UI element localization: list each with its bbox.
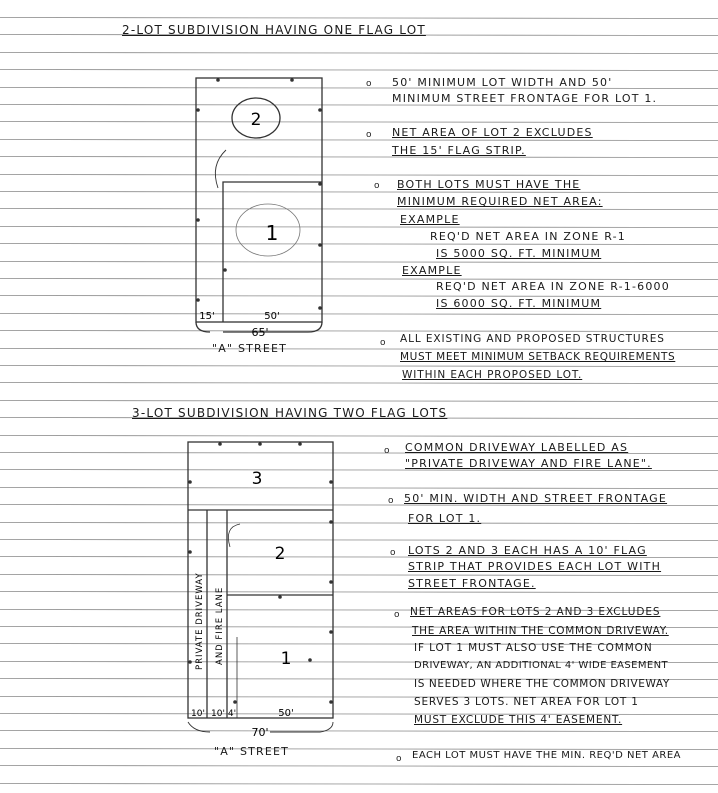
bullet: o xyxy=(390,548,396,558)
note3-line1: BOTH LOTS MUST HAVE THE xyxy=(397,178,581,191)
example1-line1: REQ'D NET AREA IN ZONE R-1 xyxy=(430,230,626,243)
driveway-label-left: PRIVATE DRIVEWAY xyxy=(195,572,205,670)
bullet: o xyxy=(374,181,380,191)
s2-note3-line1: LOTS 2 AND 3 EACH HAS A 10' FLAG xyxy=(408,544,647,557)
dim-lot-width: 50' xyxy=(264,311,280,322)
note2-line2: THE 15' FLAG STRIP. xyxy=(392,144,526,157)
s2-note2-line2: FOR LOT 1. xyxy=(408,512,482,525)
ruled-line xyxy=(0,366,718,367)
ruled-line xyxy=(0,157,718,158)
ruled-line xyxy=(0,209,718,210)
s2-note1-line2: "PRIVATE DRIVEWAY AND FIRE LANE". xyxy=(405,457,652,470)
ruled-line xyxy=(0,331,718,332)
dim-total-width: 70' xyxy=(251,726,269,739)
s2-note3-line2: STRIP THAT PROVIDES EACH LOT WITH xyxy=(408,560,662,573)
ruled-line xyxy=(0,766,718,767)
s2-note4-line1: NET AREAS FOR LOTS 2 AND 3 EXCLUDES xyxy=(410,606,661,618)
s2-note1-line1: COMMON DRIVEWAY LABELLED AS xyxy=(405,441,629,454)
example2-line1: REQ'D NET AREA IN ZONE R-1-6000 xyxy=(436,280,670,293)
section1-title: 2-LOT SUBDIVISION HAVING ONE FLAG LOT xyxy=(122,23,426,37)
ruled-line xyxy=(0,175,718,176)
ruled-line xyxy=(0,18,718,19)
ruled-line xyxy=(0,383,718,384)
three-lot-diagram xyxy=(180,432,345,747)
ruled-line xyxy=(0,436,718,437)
ruled-line xyxy=(0,140,718,141)
ruled-line xyxy=(0,540,718,541)
ruled-line xyxy=(0,575,718,576)
bullet: o xyxy=(384,446,390,456)
ruled-line xyxy=(0,349,718,350)
ruled-line xyxy=(0,227,718,228)
ruled-line xyxy=(0,401,718,402)
note1-line1: 50' MINIMUM LOT WIDTH AND 50' xyxy=(392,76,613,89)
s2-note4-line2: THE AREA WITHIN THE COMMON DRIVEWAY. xyxy=(412,625,669,637)
street-label-2: "A" STREET xyxy=(214,745,290,758)
lot3-label: 3 xyxy=(251,469,263,489)
bullet: o xyxy=(380,338,386,348)
s2-note4-line7: MUST EXCLUDE THIS 4' EASEMENT. xyxy=(414,714,623,726)
dim-total-width: 65' xyxy=(251,326,269,339)
dim-easement: 4' xyxy=(227,709,237,719)
ruled-line xyxy=(0,122,718,123)
example2-label: EXAMPLE xyxy=(402,264,462,277)
ruled-line xyxy=(0,296,718,297)
street-label-1: "A" STREET xyxy=(212,342,288,355)
ruled-line xyxy=(0,731,718,732)
ruled-line xyxy=(0,784,718,785)
ruled-line xyxy=(0,488,718,489)
note4-line3: WITHIN EACH PROPOSED LOT. xyxy=(402,369,583,381)
s2-note4-line5: IS NEEDED WHERE THE COMMON DRIVEWAY xyxy=(414,678,670,690)
note2-line1: NET AREA OF LOT 2 EXCLUDES xyxy=(392,126,593,139)
ruled-line xyxy=(0,192,718,193)
dim-flag-strip: 10' xyxy=(211,709,225,719)
s2-note2-line1: 50' MIN. WIDTH AND STREET FRONTAGE xyxy=(404,492,668,505)
s2-note4-line3: IF LOT 1 MUST ALSO USE THE COMMON xyxy=(414,642,653,654)
ruled-line xyxy=(0,314,718,315)
ruled-line xyxy=(0,592,718,593)
note1-line2: MINIMUM STREET FRONTAGE FOR LOT 1. xyxy=(392,92,658,105)
example2-line2: IS 6000 SQ. FT. MINIMUM xyxy=(436,297,602,310)
lot2-label: 2 xyxy=(250,110,262,130)
s2-note4-line6: SERVES 3 LOTS. NET AREA FOR LOT 1 xyxy=(414,696,639,708)
driveway-arrow xyxy=(228,524,240,547)
lot-line-lot1 xyxy=(223,182,322,322)
bullet: o xyxy=(388,496,394,506)
note4-line1: ALL EXISTING AND PROPOSED STRUCTURES xyxy=(400,333,665,345)
lot1-label: 1 xyxy=(280,649,292,669)
dim-flag-strip: 15' xyxy=(199,311,215,322)
s2-note4-line4: DRIVEWAY, AN ADDITIONAL 4' WIDE EASEMENT xyxy=(414,660,669,671)
bullet: o xyxy=(366,130,372,140)
note4-line2: MUST MEET MINIMUM SETBACK REQUIREMENTS xyxy=(400,351,676,363)
s2-note5-line1: EACH LOT MUST HAVE THE MIN. REQ'D NET AREA xyxy=(412,750,682,761)
example1-line2: IS 5000 SQ. FT. MINIMUM xyxy=(436,247,602,260)
lot2-label: 2 xyxy=(274,544,286,564)
bullet: o xyxy=(366,79,372,89)
ruled-line xyxy=(0,70,718,71)
ruled-line xyxy=(0,244,718,245)
ruled-line xyxy=(0,53,718,54)
lot1-label: 1 xyxy=(265,221,279,245)
bullet: o xyxy=(394,610,400,620)
example1-label: EXAMPLE xyxy=(400,213,460,226)
s2-note3-line3: STREET FRONTAGE. xyxy=(408,577,536,590)
ruled-line xyxy=(0,523,718,524)
bullet: o xyxy=(396,754,402,764)
dim-driveway: 10' xyxy=(191,709,205,719)
ruled-line xyxy=(0,262,718,263)
note3-line2: MINIMUM REQUIRED NET AREA: xyxy=(397,195,603,208)
two-lot-diagram xyxy=(180,70,340,360)
dim-lot-width: 50' xyxy=(278,708,294,719)
driveway-label-right: AND FIRE LANE xyxy=(215,586,225,665)
section2-title: 3-LOT SUBDIVISION HAVING TWO FLAG LOTS xyxy=(132,406,448,420)
